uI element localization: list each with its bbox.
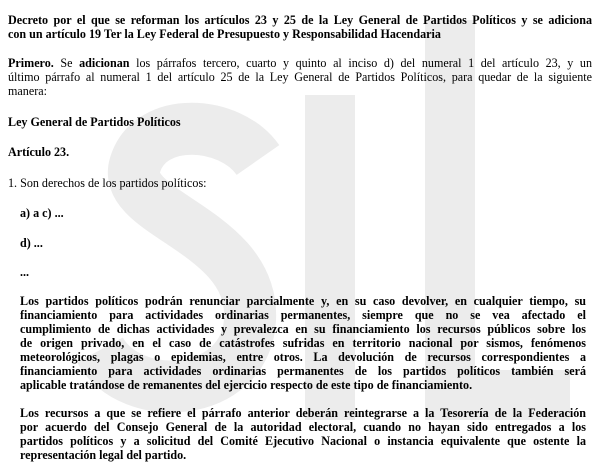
paragraph-reintegro bbox=[20, 406, 586, 462]
paragraph-line: Los partidos políticos podrán renunciar parcialmente y, en su caso devolver, en cualquier tiempo, su bbox=[20, 294, 586, 308]
primero-line-1 bbox=[8, 56, 592, 70]
paragraph-line: meteorológicos, plagas o epidemias, entre otros. La devolución de recursos correspondientes a bbox=[20, 350, 586, 364]
paragraph-line: financiamiento para actividades ordinarias permanentes, siempre que no se vea afectado el bbox=[20, 308, 586, 322]
decree-title-line-1: Decreto por el que se reforman los artículos 23 y 25 de la Ley General de Partidos Políticos y se adiciona bbox=[8, 13, 592, 27]
primero-adicionan: adicionan bbox=[79, 56, 130, 70]
numeral-1: 1. Son derechos de los partidos políticos: bbox=[8, 176, 207, 190]
paragraph-renuncia bbox=[20, 294, 586, 392]
decree-title bbox=[8, 13, 592, 41]
paragraph-line: cumplimiento de dichas actividades y prevalezca en su financiamiento los recursos públicos sobre los bbox=[20, 322, 586, 336]
paragraph-line: Los recursos a que se refiere el párrafo anterior deberán reintegrarse a la Tesorería de la Federación bbox=[20, 406, 586, 420]
paragraph-line: financiamiento para actividades ordinarias permanentes de los partidos políticos también será bbox=[20, 364, 586, 378]
paragraph-line: aplicable tratándose de remanentes del ejercicio respecto de este tipo de financiamiento. bbox=[20, 378, 473, 392]
decree-title-line-2: con un artículo 19 Ter la Ley Federal de Presupuesto y Responsabilidad Hacendaria bbox=[8, 27, 441, 41]
item-a-to-c: a) a c) ... bbox=[20, 206, 64, 220]
article-primero bbox=[8, 56, 592, 98]
primero-line-2: último párrafo al numeral 1 del artículo 25 de la Ley General de Partidos Políticos, para quedar de la siguiente bbox=[8, 70, 592, 84]
primero-line-3: manera: bbox=[8, 84, 47, 98]
item-ellipsis: ... bbox=[20, 265, 30, 279]
article-heading: Artículo 23. bbox=[8, 145, 70, 159]
paragraph-line: representación legal del partido. bbox=[20, 448, 187, 462]
paragraph-line: de origen privado, en el caso de catástrofes sufridas en territorio nacional por sismos, fenómenos bbox=[20, 336, 586, 350]
law-heading: Ley General de Partidos Políticos bbox=[8, 115, 181, 129]
item-d: d) ... bbox=[20, 236, 43, 250]
primero-rest: los párrafos tercero, cuarto y quinto al inciso d) del numeral 1 del artículo 23, y un bbox=[136, 56, 592, 70]
primero-label: Primero. bbox=[8, 56, 54, 70]
primero-se: Se bbox=[60, 56, 73, 70]
paragraph-line: por acuerdo del Consejo General de la autoridad electoral, cuando no hayan sido entregados a los bbox=[20, 420, 586, 434]
paragraph-line: partidos políticos y a solicitud del Comité Ejecutivo Nacional o instancia equivalente que ostente la bbox=[20, 434, 586, 448]
